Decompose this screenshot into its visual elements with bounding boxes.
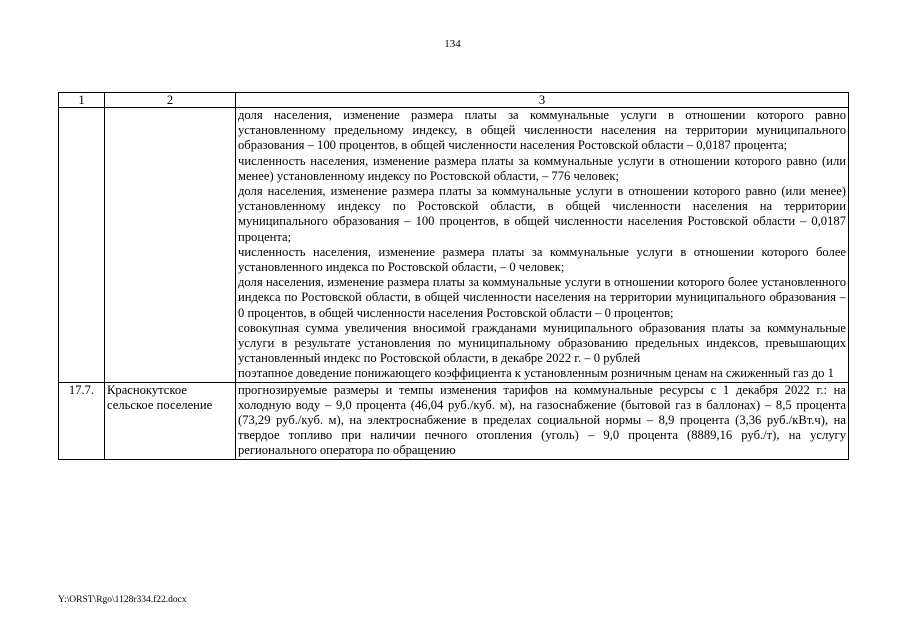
header-col-2: 2 xyxy=(105,93,236,108)
row-text-cell xyxy=(236,382,849,459)
settlement-name-cell: Краснокутское сельское поселение xyxy=(105,382,236,459)
header-col-1: 1 xyxy=(59,93,105,108)
paragraph: поэтапное доведение понижающего коэффициента к установленным розничным ценам на сжиженный газ до 1 xyxy=(238,366,834,381)
continuation-text-cell xyxy=(236,108,849,383)
continuation-name-cell xyxy=(105,108,236,383)
table-header-row xyxy=(59,93,849,108)
row-number-cell: 17.7. xyxy=(59,382,105,459)
page-number: 134 xyxy=(444,38,461,50)
regulation-table xyxy=(58,92,849,460)
paragraph: численность населения, изменение размера платы за коммунальные услуги в отношении которого равно (или менее) установленному индексу по Ростовской области, – 776 человек; xyxy=(238,153,846,183)
paragraph: доля населения, изменение размера платы за коммунальные услуги в отношении которого равно установленному предельному индексу, в общей численности населения на территории муниципального образования – 100 процентов, в общей численности населения Ростовской области – 0,0187 процента; xyxy=(238,108,846,153)
table-row-continuation xyxy=(59,108,849,383)
header-col-3: 3 xyxy=(236,93,849,108)
table-row-17-7 xyxy=(59,382,849,459)
continuation-number-cell xyxy=(59,108,105,383)
paragraph: доля населения, изменение размера платы за коммунальные услуги в отношении которого более установленного индекса по Ростовской области, в общей численности населения на территории муниципального образования – 0 процентов, в общей численности населения Ростовской области – 0 процентов; xyxy=(238,275,846,320)
paragraph: доля населения, изменение размера платы за коммунальные услуги в отношении которого равно (или менее) установленному индексу по Ростовской области, в общей численности населения на территории муниципального образования – 100 процентов, в общей численности населения Ростовской области – 0,0187 процента; xyxy=(238,184,846,244)
footer-file-path: Y:\ORST\Rgo\1128r334.f22.docx xyxy=(58,595,187,605)
paragraph: совокупная сумма увеличения вносимой гражданами муниципального образования платы за коммунальные услуги в результате установления по муниципальному образованию предельных индексов, превышающих установленный индекс по Ростовской области, в декабре 2022 г. – 0 рублей xyxy=(238,320,846,366)
paragraph: численность населения, изменение размера платы за коммунальные услуги в отношении которого более установленного индекса по Ростовской области, – 0 человек; xyxy=(238,244,846,275)
paragraph: прогнозируемые размеры и темпы изменения тарифов на коммунальные ресурсы с 1 декабря 2022 г.: на холодную воду – 9,0 процента (46,04 руб./куб. м), на газоснабжение (бытовой газ в баллонах) – 8,5 процента (73,29 руб./куб. м), на электроснабжение в пределах социальной нормы – 8,9 процента (3,36 руб./кВт.ч), на твердое топливо при наличии печного отопления (уголь) – 9,0 процента (8889,16 руб./т), на услугу регионального оператора по обращению xyxy=(238,382,846,458)
